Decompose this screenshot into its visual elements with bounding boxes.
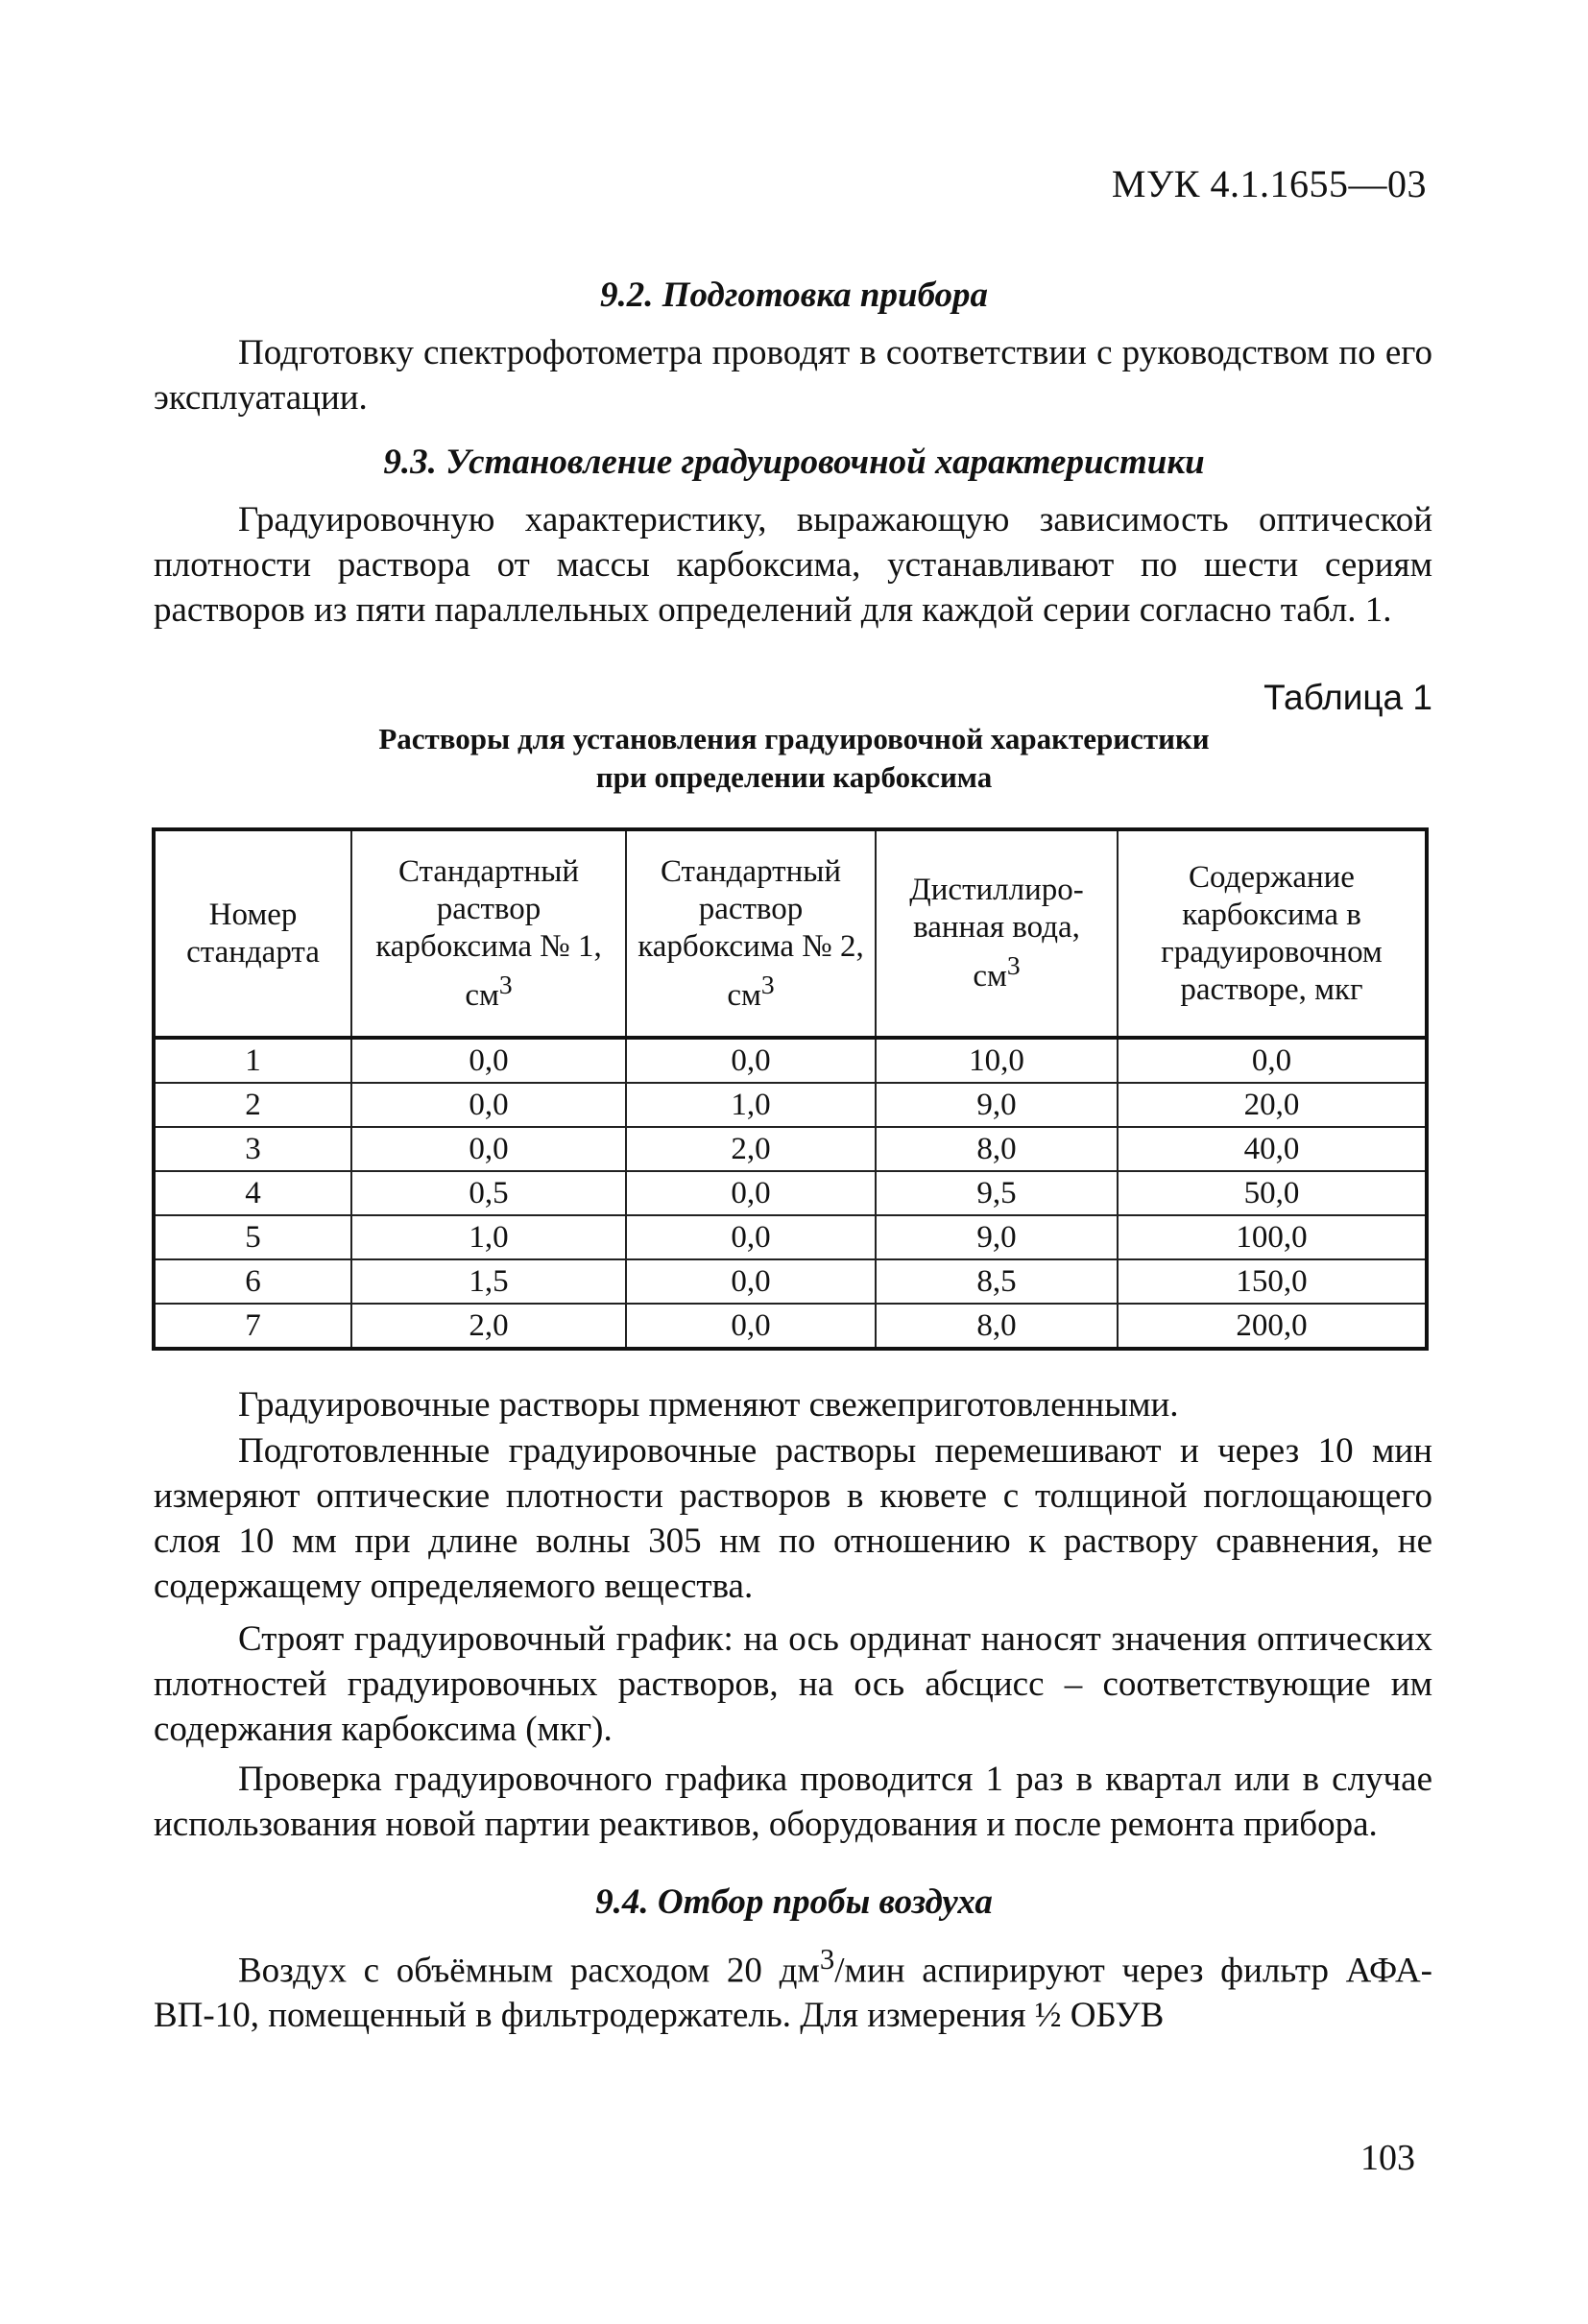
header-unit: см xyxy=(727,977,761,1013)
table-label: Таблица 1 xyxy=(1263,678,1432,717)
table-cell: 1 xyxy=(154,1038,351,1083)
table-cell: 8,0 xyxy=(876,1304,1118,1349)
table-row xyxy=(154,1127,1427,1171)
table-cell: 9,0 xyxy=(876,1215,1118,1259)
header-standard-number: Номер стандарта xyxy=(154,829,351,1038)
table-row xyxy=(154,1259,1427,1304)
table-cell: 0,0 xyxy=(1118,1038,1427,1083)
table-cell: 7 xyxy=(154,1304,351,1349)
table-cell: 6 xyxy=(154,1259,351,1304)
header-distilled-water-text: Дистиллиро-ванная вода, xyxy=(909,873,1084,945)
table-caption-line1: Растворы для установления градуировочной характеристики xyxy=(378,722,1210,755)
table-cell: 1,0 xyxy=(351,1215,626,1259)
table-cell: 9,0 xyxy=(876,1083,1118,1127)
table-cell: 2,0 xyxy=(626,1127,876,1171)
header-stock-solution-2-text: Стандартный раствор карбоксима № 2, xyxy=(638,853,864,964)
table-cell: 0,0 xyxy=(351,1127,626,1171)
document-code: МУК 4.1.1655—03 xyxy=(1111,162,1427,205)
table-cell: 8,0 xyxy=(876,1127,1118,1171)
table-cell: 8,5 xyxy=(876,1259,1118,1304)
standards-table xyxy=(152,827,1429,1351)
table-row xyxy=(154,1083,1427,1127)
section-title-9-4: 9.4. Отбор пробы воздуха xyxy=(595,1882,993,1922)
header-unit-exponent: 3 xyxy=(498,969,513,999)
table-row xyxy=(154,1171,1427,1215)
header-stock-solution-1-text: Стандартный раствор карбоксима № 1, xyxy=(375,853,602,964)
page-number: 103 xyxy=(1360,2138,1415,2178)
paragraph-graph-check: Проверка градуировочного графика проводится 1 раз в квартал или в случае использования новой партии реактивов, оборудования и после ремонта прибора. xyxy=(154,1760,1432,1844)
header-carboxim-content: Содержание карбоксима в градуировочном растворе, мкг xyxy=(1118,829,1427,1038)
table-row xyxy=(154,1215,1427,1259)
table-cell: 0,0 xyxy=(626,1304,876,1349)
table-cell: 0,0 xyxy=(351,1038,626,1083)
paragraph-fresh-solutions: Градуировочные растворы прменяют свежеприготовленными. xyxy=(238,1385,1179,1425)
table-cell: 9,5 xyxy=(876,1171,1118,1215)
table-cell: 0,0 xyxy=(626,1259,876,1304)
table-cell: 50,0 xyxy=(1118,1171,1427,1215)
paragraph-9-2: Подготовку спектрофотометра проводят в соответствии с руководством по его эксплуатации. xyxy=(154,333,1432,418)
table-cell: 200,0 xyxy=(1118,1304,1427,1349)
table-cell: 1,5 xyxy=(351,1259,626,1304)
header-stock-solution-1 xyxy=(351,829,626,1038)
table-caption-line2: при определении карбоксима xyxy=(595,760,993,794)
table-row xyxy=(154,1038,1427,1083)
paragraph-calibration-graph: Строят градуировочный график: на ось ординат наносят значения оптических плотностей градуировочных растворов, на ось абсцисс – соответствующие им содержания карбоксима (мкг). xyxy=(154,1619,1432,1749)
table-cell: 0,0 xyxy=(626,1215,876,1259)
header-unit-exponent: 3 xyxy=(1006,950,1021,980)
section-title-9-2: 9.2. Подготовка прибора xyxy=(599,276,989,315)
table-cell: 1,0 xyxy=(626,1083,876,1127)
table-cell: 5 xyxy=(154,1215,351,1259)
table-cell: 0,0 xyxy=(626,1171,876,1215)
table-cell: 40,0 xyxy=(1118,1127,1427,1171)
table-cell: 3 xyxy=(154,1127,351,1171)
table-cell: 0,0 xyxy=(351,1083,626,1127)
header-distilled-water xyxy=(876,829,1118,1038)
air-sampling-text-b: /мин аспирируют через фильтр АФА-ВП-10, помещенный в фильтродержатель. Для измерения ½ ОБУВ xyxy=(154,1951,1432,2036)
table-cell: 150,0 xyxy=(1118,1259,1427,1304)
header-unit: см xyxy=(973,959,1007,994)
table-cell: 4 xyxy=(154,1171,351,1215)
header-unit: см xyxy=(465,977,499,1013)
table-caption xyxy=(0,720,1588,797)
table-cell: 0,0 xyxy=(626,1038,876,1083)
header-stock-solution-2 xyxy=(626,829,876,1038)
table-cell: 20,0 xyxy=(1118,1083,1427,1127)
air-sampling-exponent: 3 xyxy=(819,1943,835,1976)
header-unit-exponent: 3 xyxy=(760,969,775,999)
table-header-row xyxy=(154,829,1427,1038)
table-row xyxy=(154,1304,1427,1349)
table-cell: 2,0 xyxy=(351,1304,626,1349)
table-cell: 2 xyxy=(154,1083,351,1127)
table-cell: 10,0 xyxy=(876,1038,1118,1083)
section-title-9-3: 9.3. Установление градуировочной характеристики xyxy=(383,443,1205,482)
table-cell: 100,0 xyxy=(1118,1215,1427,1259)
table-cell: 0,5 xyxy=(351,1171,626,1215)
paragraph-measurement: Подготовленные градуировочные растворы перемешивают и через 10 мин измеряют оптические плотности растворов в кювете с толщиной поглощающего слоя 10 мм при длине волны 305 нм по отношению к раствору сравнения, не содержащему определяемого вещества. xyxy=(154,1431,1432,1606)
paragraph-9-3: Градуировочную характеристику, выражающую зависимость оптической плотности раствора от массы карбоксима, устанавливают по шести сериям растворов из пяти параллельных определений для каждой серии согласно табл. 1. xyxy=(154,500,1432,630)
paragraph-air-sampling xyxy=(154,1937,1432,2038)
air-sampling-text-a: Воздух с объёмным расходом 20 дм xyxy=(238,1951,820,1991)
